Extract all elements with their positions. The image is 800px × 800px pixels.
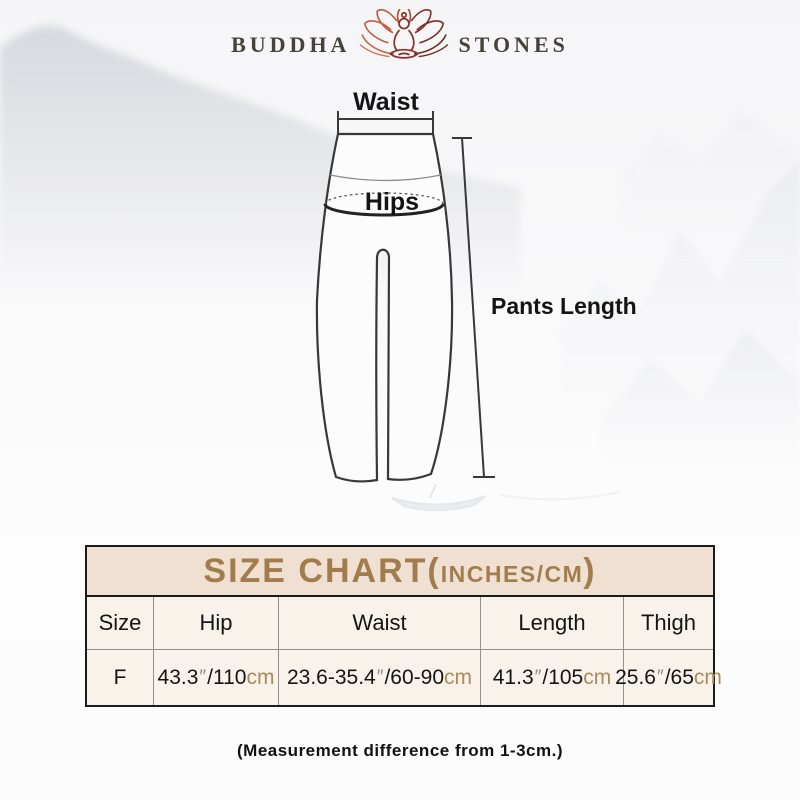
table-cell-hip — [154, 650, 279, 705]
hips-label: Hips — [364, 188, 420, 216]
size-chart-title: SIZE CHART( — [203, 552, 441, 590]
thigh-inches: 25.6 — [615, 665, 656, 689]
size-chart-title-units: INCHES/CM — [440, 561, 584, 587]
pants-outline — [317, 134, 452, 481]
waist-cm: /60-90 — [384, 665, 445, 689]
cm-unit: cm — [583, 665, 612, 689]
table-header-size: Size — [87, 597, 154, 650]
brand-word-right: STONES — [458, 32, 569, 57]
length-cm: /105 — [542, 665, 584, 689]
size-chart-banner — [85, 545, 715, 597]
table-cell-length — [481, 650, 624, 705]
table-header-length: Length — [481, 597, 624, 650]
waist-label: Waist — [353, 88, 419, 116]
size-table — [85, 597, 722, 707]
hip-inches: 43.3 — [157, 665, 199, 689]
inch-mark: ″ — [199, 666, 207, 688]
pants-length-label: Pants Length — [491, 293, 637, 319]
brand-word-left: BUDDHA — [231, 32, 351, 57]
cm-unit: cm — [444, 665, 473, 689]
waist-inches: 23.6-35.4 — [286, 665, 376, 689]
thigh-cm: /65 — [664, 665, 694, 689]
lotus-meditation-icon — [358, 9, 450, 73]
table-header-hip: Hip — [154, 597, 279, 650]
measurement-note: (Measurement difference from 1-3cm.) — [237, 741, 563, 760]
table-header-thigh: Thigh — [624, 597, 713, 650]
meditating-figure — [391, 13, 418, 58]
pants-diagram — [280, 85, 640, 495]
inch-mark: ″ — [656, 666, 664, 688]
table-cell-waist — [279, 650, 481, 705]
table-cell-size: F — [87, 650, 154, 705]
inch-mark: ″ — [376, 666, 384, 688]
table-cell-thigh — [615, 650, 722, 705]
size-chart-title-close: ) — [583, 552, 597, 590]
length-measure-line — [452, 138, 495, 477]
brand-logo — [0, 6, 800, 76]
hip-cm: /110 — [207, 665, 247, 689]
table-header-waist: Waist — [279, 597, 481, 650]
inch-mark: ″ — [534, 666, 542, 688]
cm-unit: cm — [693, 665, 722, 689]
length-inches: 41.3 — [492, 665, 534, 689]
cm-unit: cm — [246, 665, 275, 689]
